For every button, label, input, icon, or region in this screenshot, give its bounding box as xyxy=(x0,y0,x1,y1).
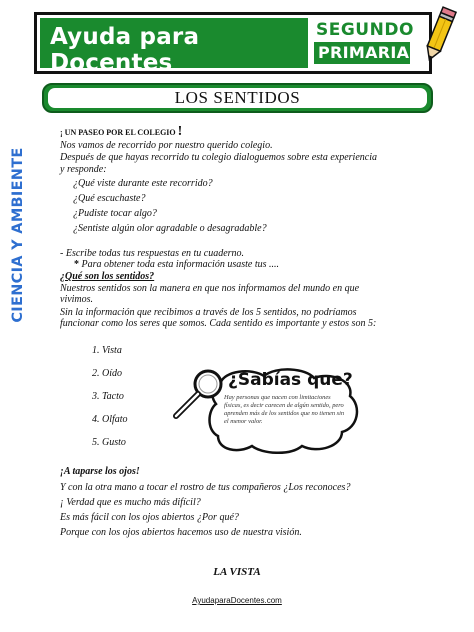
section3-line: ¡ Verdad que es mucho más difícil? xyxy=(60,497,201,508)
question-item: ¿Sentiste algún olor agradable o desagradable? xyxy=(73,223,267,234)
title-bar xyxy=(42,83,433,113)
section3-heading: ¡A taparse los ojos! xyxy=(60,466,140,477)
footer-link[interactable]: AyudaparaDocentes.com xyxy=(192,596,282,605)
subject-label: CIENCIA Y AMBIENTE xyxy=(10,147,26,323)
question-item: ¿Qué viste durante este recorrido? xyxy=(73,178,213,189)
instruction-1: - Escribe todas tus respuestas en tu cuaderno. xyxy=(60,248,245,259)
grade-block xyxy=(312,18,430,68)
question-item: ¿Pudiste tocar algo? xyxy=(73,208,157,219)
section3-line: Y con la otra mano a tocar el rostro de tus compañeros ¿Los reconoces? xyxy=(60,482,351,493)
grade-line-1: SEGUNDO xyxy=(316,20,414,40)
brand-block xyxy=(40,18,308,76)
sense-item: 5. Gusto xyxy=(92,437,126,448)
grade-line-2-box xyxy=(314,42,410,64)
sense-item: 2. Oído xyxy=(92,368,122,379)
question-item: ¿Qué escuchaste? xyxy=(73,193,146,204)
section1-line: Después de que hayas recorrido tu colegio dialoguemos sobre esta experiencia xyxy=(60,152,377,163)
section3-line: Es más fácil con los ojos abiertos ¿Por qué? xyxy=(60,512,239,523)
section2-para2: funcionar como los seres que somos. Cada sentido es importante y estos son 5: xyxy=(60,318,377,329)
section2-para1: vivimos. xyxy=(60,294,94,305)
section3-line: Porque con los ojos abiertos hacemos uso de nuestra visión. xyxy=(60,527,302,538)
subtitle-la-vista: LA VISTA xyxy=(213,566,261,578)
did-you-know-text: Hay personas que nacen con limitaciones físicas, es decir carecen de algún sentido, pero aprenden más de los sentidos que no tienen sin el menor valor. xyxy=(224,394,345,425)
sense-item: 3. Tacto xyxy=(92,391,124,402)
did-you-know-box xyxy=(172,366,362,456)
pencil-icon xyxy=(418,6,462,66)
section2-para1: Nuestros sentidos son la manera en que nos informamos del mundo en que xyxy=(60,283,360,294)
instruction-2: * Para obtener toda esta información usaste tus .... xyxy=(74,259,279,270)
magnifier-icon xyxy=(168,366,228,426)
sense-item: 4. Olfato xyxy=(92,414,128,425)
section2-para2: Sin la información que recibimos a través de los 5 sentidos, no podríamos xyxy=(60,307,357,318)
section1-heading: ¡ UN PASEO POR EL COLEGIO ! xyxy=(60,124,183,139)
sense-item: 1. Vista xyxy=(92,345,122,356)
did-you-know-heading: ¿Sabías que? xyxy=(228,370,353,390)
page-title: LOS SENTIDOS xyxy=(174,88,301,107)
side-label xyxy=(4,130,30,340)
brand-title: Ayuda para Docentes xyxy=(50,24,200,76)
grade-line-2: PRIMARIA xyxy=(318,43,410,62)
section1-line: Nos vamos de recorrido por nuestro querido colegio. xyxy=(60,140,273,151)
header-banner xyxy=(34,12,432,74)
section1-line: y responde: xyxy=(60,164,107,175)
section2-heading: ¿Qué son los sentidos? xyxy=(60,271,155,282)
